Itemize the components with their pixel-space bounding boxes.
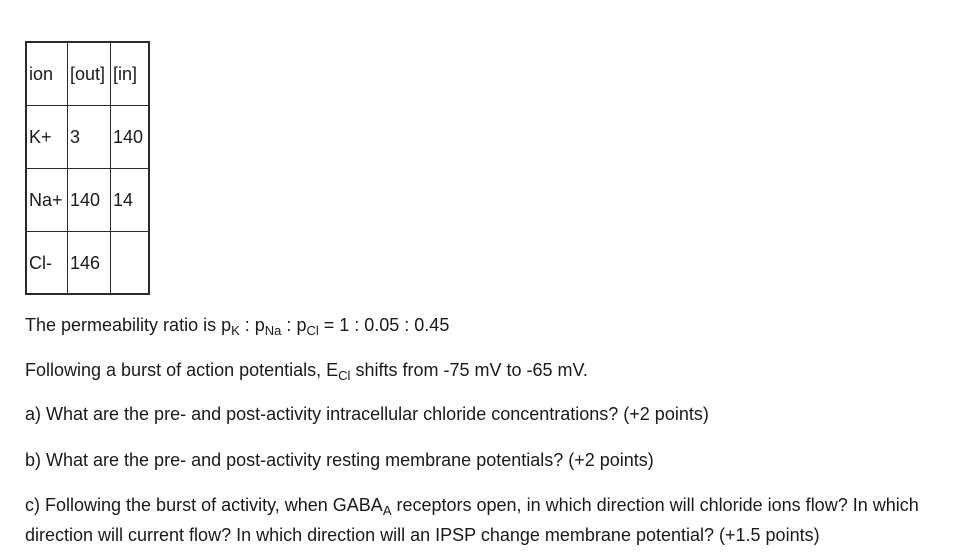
gaba-subscript: A — [382, 503, 392, 518]
table-header-cell — [111, 42, 150, 105]
question-a: a) What are the pre- and post-activity intracellular chloride concentrations? (+2 points) — [25, 404, 709, 424]
table-cell — [68, 231, 111, 294]
cell-ion: K+ — [29, 126, 52, 147]
table-cell — [68, 168, 111, 231]
table-cell — [111, 105, 150, 168]
ecl-subscript: Cl — [338, 368, 351, 383]
table-header-cell — [68, 42, 111, 105]
table-row — [26, 168, 149, 231]
table-cell — [111, 168, 150, 231]
table-row — [26, 105, 149, 168]
pk-symbol: p — [221, 315, 232, 335]
pcl-symbol: p — [296, 315, 307, 335]
cell-out: 3 — [70, 126, 81, 147]
table-cell — [26, 168, 68, 231]
ion-concentration-table — [25, 41, 150, 295]
question-c-prefix: c) Following the burst of activity, when GABA — [25, 495, 383, 515]
header-in: [in] — [113, 64, 138, 84]
pna-subscript: Na — [264, 323, 282, 338]
burst-suffix: shifts from -75 mV to -65 mV. — [350, 360, 588, 380]
ratio-separator: : — [239, 315, 255, 335]
cell-in: 14 — [113, 189, 134, 210]
cell-out: 146 — [70, 252, 101, 273]
table-header-row — [26, 42, 149, 105]
cell-in — [111, 253, 113, 273]
ratio-values: = 1 : 0.05 : 0.45 — [318, 315, 450, 335]
pk-subscript: K — [231, 323, 240, 338]
ratio-separator: : — [281, 315, 297, 335]
burst-prefix: Following a burst of action potentials, E — [25, 360, 339, 380]
permeability-ratio-text — [25, 310, 449, 340]
table-cell — [68, 105, 111, 168]
cell-ion: Na+ — [29, 189, 63, 210]
header-out: [out] — [70, 64, 106, 84]
header-ion: ion — [29, 64, 54, 84]
table-cell — [26, 231, 68, 294]
table-row — [26, 231, 149, 294]
question-c — [25, 490, 970, 550]
cell-in: 140 — [113, 126, 144, 147]
table-cell — [111, 231, 150, 294]
cell-ion: Cl- — [29, 252, 52, 273]
question-c-suffix: receptors open, in which direction will chloride ions flow? In which direction will current flow? In which direction will an IPSP change membrane potential? (+1.5 points) — [25, 495, 919, 545]
question-b: b) What are the pre- and post-activity resting membrane potentials? (+2 points) — [25, 450, 654, 470]
burst-shift-text — [25, 355, 588, 385]
cell-out: 140 — [70, 189, 101, 210]
pcl-subscript: Cl — [306, 323, 319, 338]
permeability-prefix: The permeability ratio is — [25, 315, 222, 335]
pna-symbol: p — [254, 315, 265, 335]
table-header-cell — [26, 42, 68, 105]
table-cell — [26, 105, 68, 168]
